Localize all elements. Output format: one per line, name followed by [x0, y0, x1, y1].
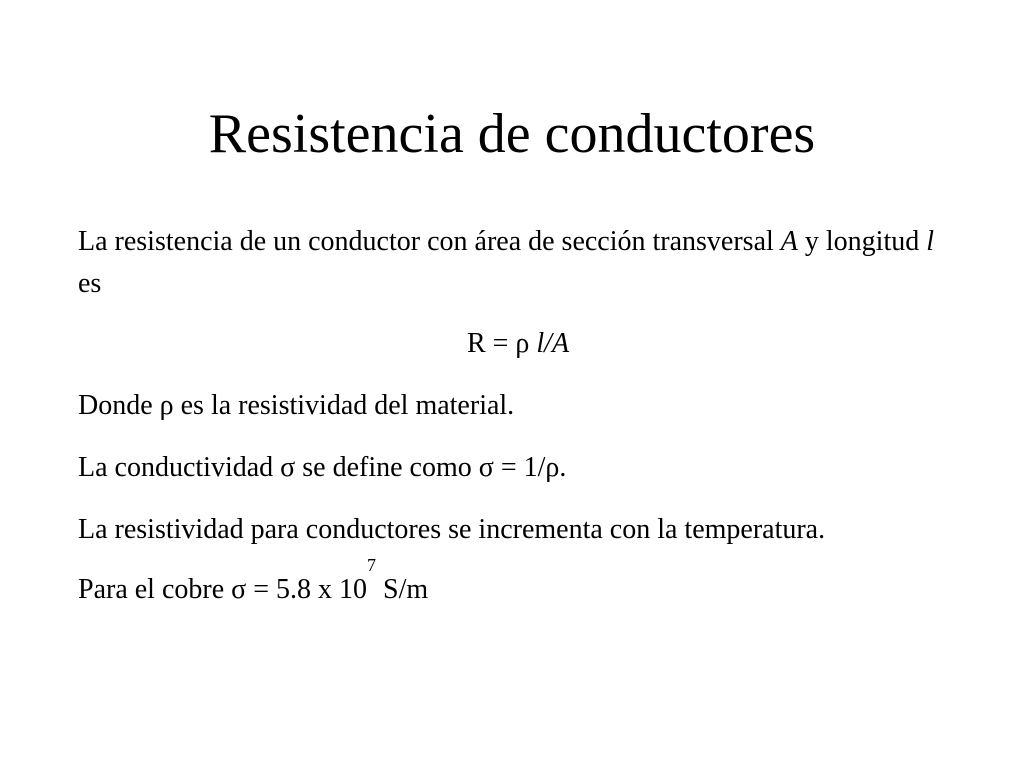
copper-text: Para el cobre σ = 5.8 x 10 [78, 574, 368, 605]
paragraph-copper [78, 555, 958, 611]
paragraph-resistance-definition [78, 221, 958, 305]
slide-title: Resistencia de conductores [208, 103, 816, 165]
copper-unit: S/m [376, 574, 429, 605]
variable-area: A [780, 226, 798, 257]
variable-length: l [926, 226, 935, 257]
formula-rhs: l/A [536, 328, 570, 359]
paragraph-conductivity: La conductividad σ se define como σ = 1/ρ. [78, 452, 567, 483]
copper-exponent: 7 [367, 555, 377, 575]
paragraph-temperature: La resistividad para conductores se incrementa con la temperatura. [78, 514, 826, 545]
formula-lhs: R = ρ [466, 328, 537, 359]
paragraph-text: y longitud [797, 226, 927, 257]
paragraph-text: La resistencia de un conductor con área de sección transversal [78, 226, 781, 257]
resistance-formula [78, 323, 958, 365]
paragraph-resistivity: Donde ρ es la resistividad del material. [78, 390, 515, 421]
slide-body [78, 221, 958, 631]
paragraph-text: es [78, 268, 102, 299]
